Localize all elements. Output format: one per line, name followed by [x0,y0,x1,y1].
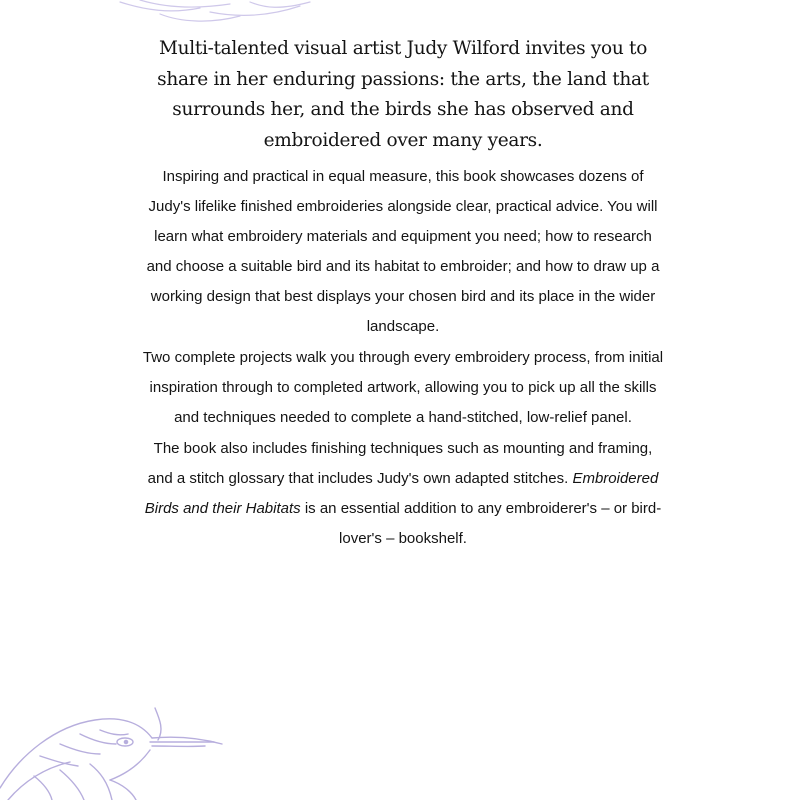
bird-sketch-top-icon [100,0,320,30]
book-title: Embroidered Birds and their Habitats [144,470,659,517]
intro-text: Multi-talented visual artist Judy Wilford invites you to share in her enduring passions: the arts, the land that surrounds her, and the birds she has observed and embroidered over many years. [157,38,649,151]
paragraph-overview: Inspiring and practical in equal measure, this book showcases dozens of Judy's lifelike finished embroideries alongside clear, practical advice. You will learn what embroidery materials and equipment you need; how to research and choose a suitable bird and its habitat to embroider; and how to draw up a working design that best displays your chosen bird and its place in the wider landscape. [146,168,660,335]
paragraph-finishing-end: is an essential addition to any embroiderer's – or bird-lover's – bookshelf. [300,500,662,547]
paragraph-finishing [140,434,666,554]
bird-sketch-icon [0,700,240,800]
paragraph-projects: Two complete projects walk you through every embroidery process, from initial inspiration through to completed artwork, allowing you to pick up all the skills and techniques needed to complete a hand-stitched, low-relief panel. [142,349,664,426]
paragraph-finishing-start: The book also includes finishing techniques such as mounting and framing, and a stitch glossary that includes Judy's own adapted stitches. [147,440,653,487]
description-block [140,34,666,555]
